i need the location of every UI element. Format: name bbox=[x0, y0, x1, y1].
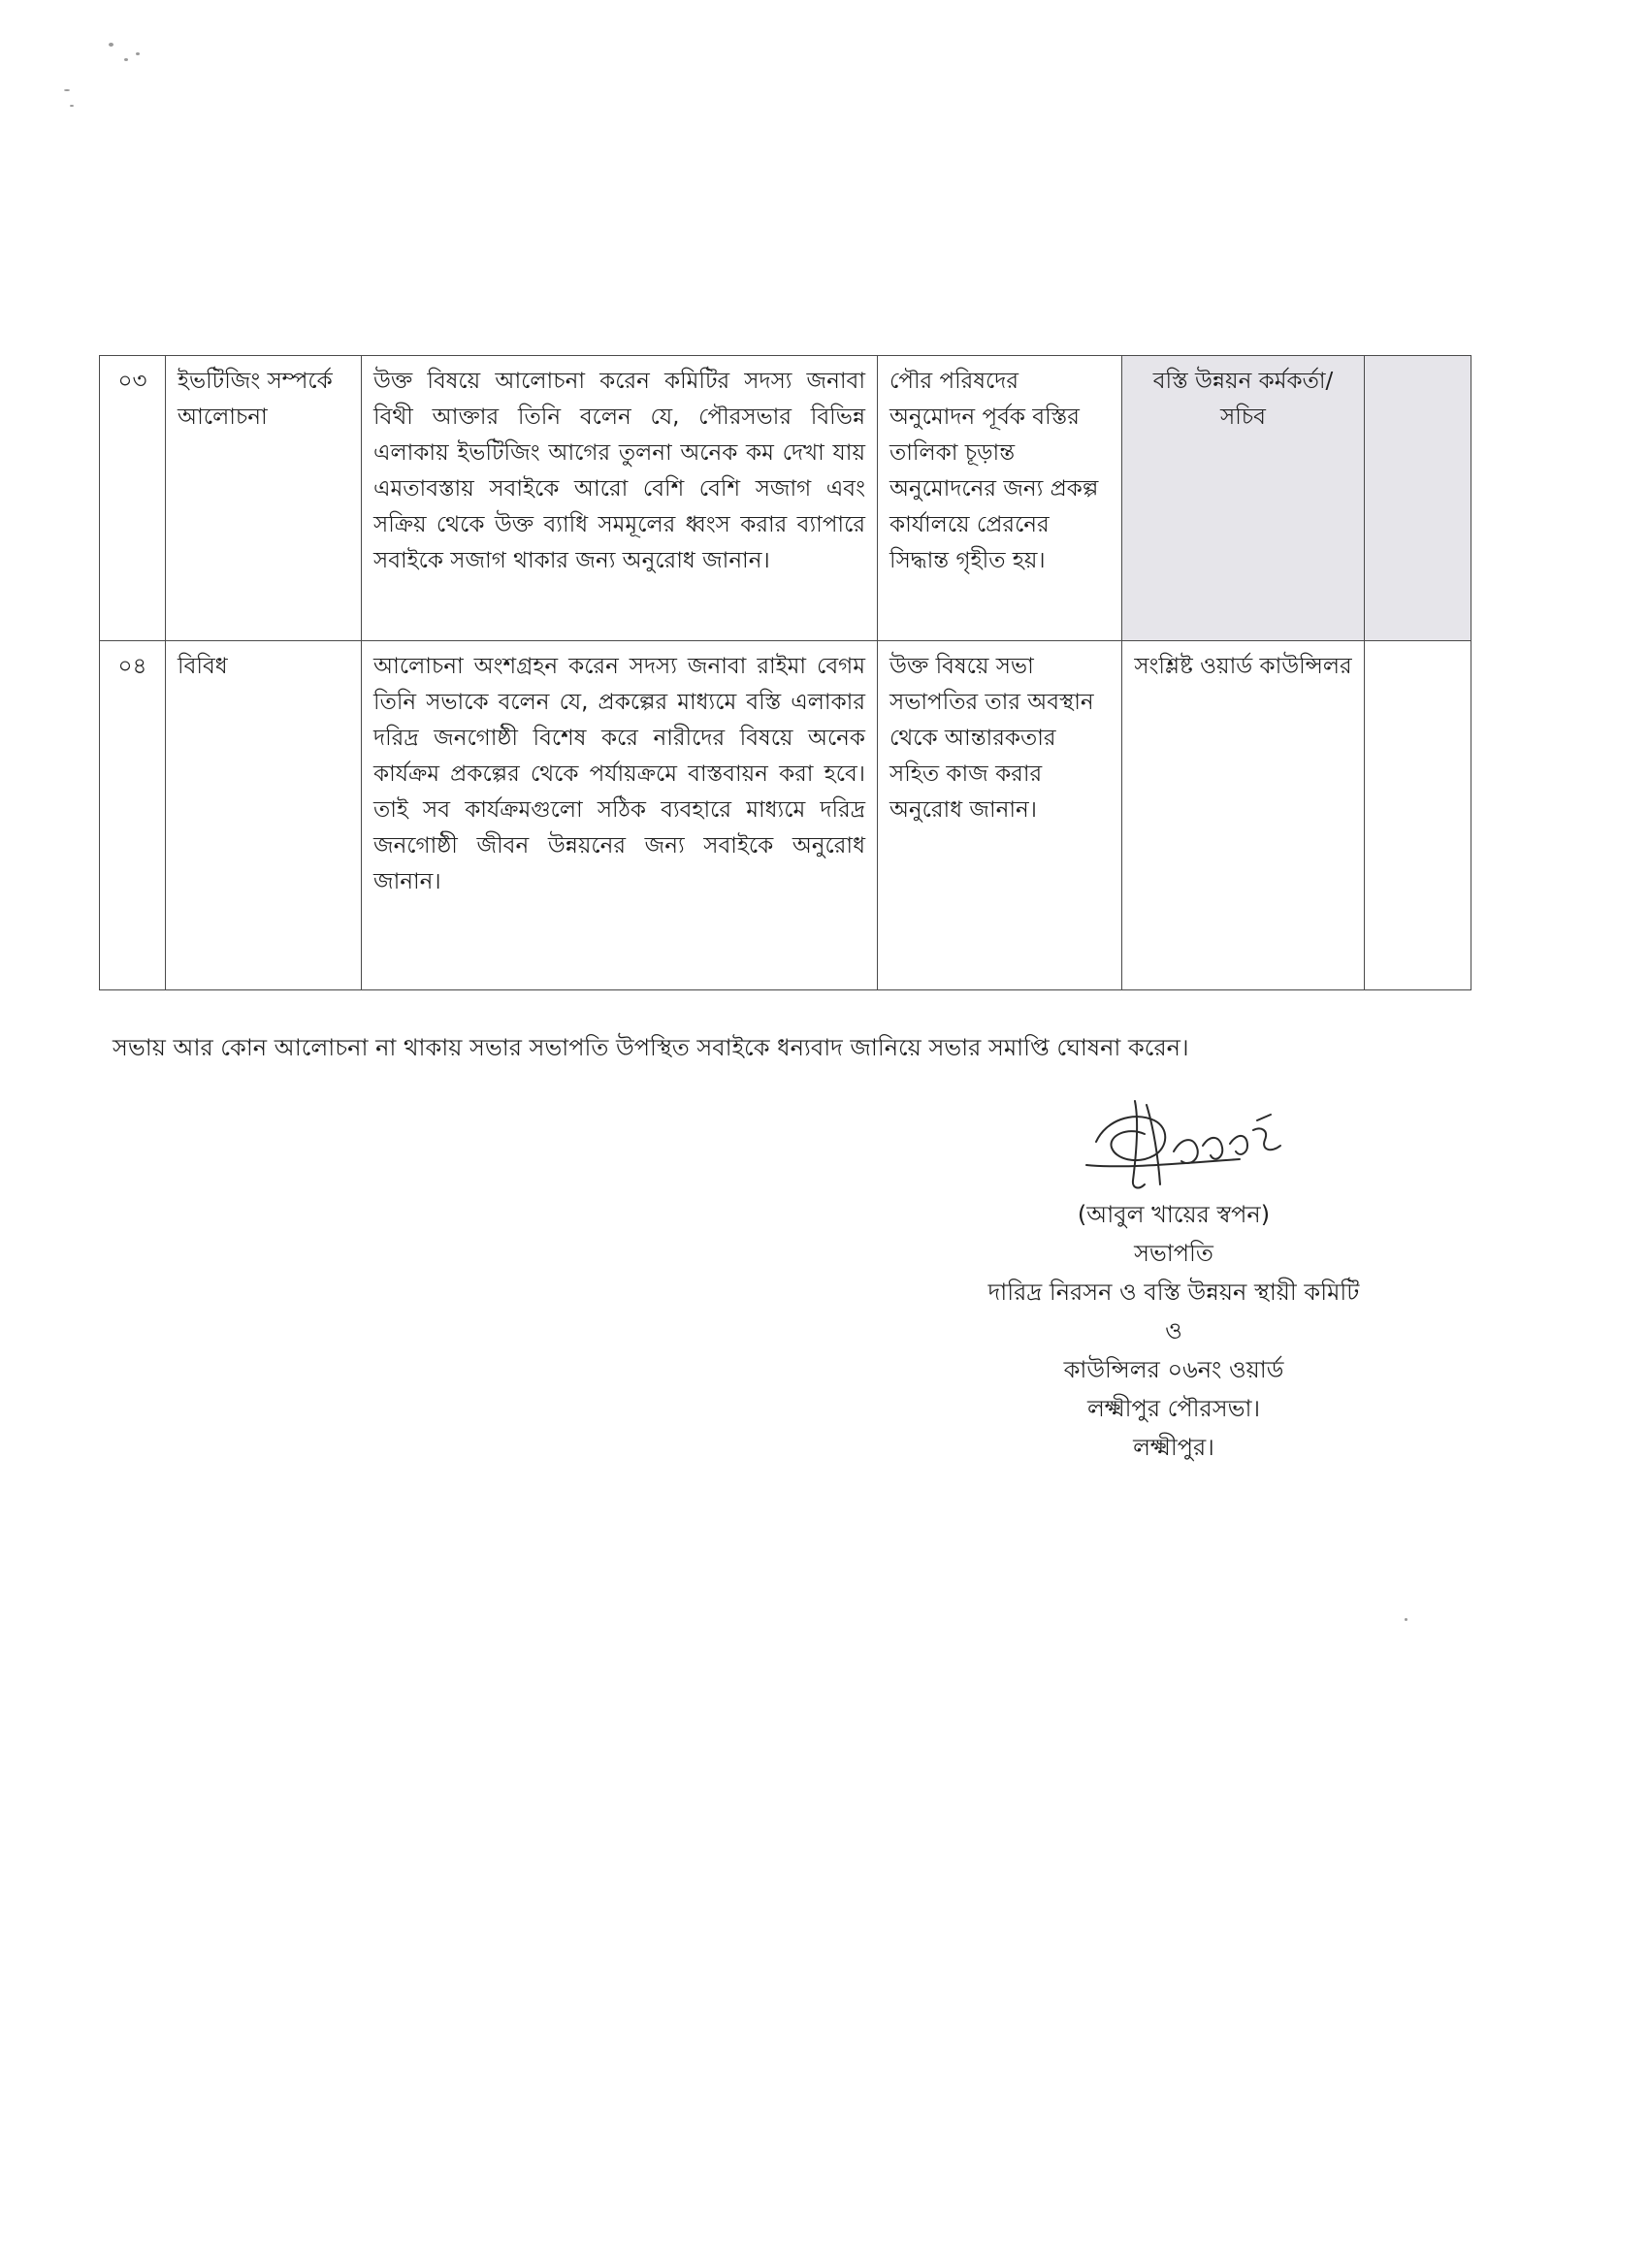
responsible-person: সংশ্লিষ্ট ওয়ার্ড কাউন্সিলর bbox=[1122, 641, 1365, 990]
discussion-text: আলোচনা অংশগ্রহন করেন সদস্য জনাবা রাইমা বেগম তিনি সভাকে বলেন যে, প্রকল্পের মাধ্যমে বস্তি এলাকার দরিদ্র জনগোষ্ঠী বিশেষ করে নারীদের বিষয়ে অনেক কার্যক্রম প্রকল্পের থেকে পর্যায়ক্রমে বাস্তবায়ন করা হবে। তাই সব কার্যক্রমগুলো সঠিক ব্যবহারে মাধ্যমে দরিদ্র জনগোষ্ঠী জীবন উন্নয়নের জন্য সবাইকে অনুরোধ জানান। bbox=[362, 641, 878, 990]
remarks-cell bbox=[1365, 356, 1471, 641]
agenda-topic: বিবিধ bbox=[166, 641, 362, 990]
row-number: ০৩ bbox=[100, 356, 166, 641]
ward-councillor: কাউন্সিলর ০৬নং ওয়ার্ড bbox=[1063, 1356, 1284, 1383]
committee-name: দারিদ্র নিরসন ও বস্তি উন্নয়ন স্থায়ী কমিটি bbox=[987, 1279, 1360, 1306]
signatory-title: সভাপতি bbox=[1134, 1240, 1213, 1267]
handwritten-signature bbox=[1077, 1091, 1310, 1198]
signatory-name: (আবুল খায়ের স্বপন) bbox=[1077, 1201, 1271, 1228]
table-row bbox=[100, 356, 1471, 641]
scan-speck bbox=[124, 58, 128, 61]
scan-speck bbox=[70, 105, 74, 107]
responsible-person: বস্তি উন্নয়ন কর্মকর্তা/ সচিব bbox=[1122, 356, 1365, 641]
municipality: লক্ষ্মীপুর পৌরসভা। bbox=[1086, 1395, 1261, 1422]
remarks-cell bbox=[1365, 641, 1471, 990]
decision-text: উক্ত বিষয়ে সভা সভাপতির তার অবস্থান থেকে আন্তারকতার সহিত কাজ করার অনুরোধ জানান। bbox=[878, 641, 1122, 990]
table-row bbox=[100, 641, 1471, 990]
agenda-topic: ইভটিজিং সম্পর্কে আলোচনা bbox=[166, 356, 362, 641]
closing-statement: সভায় আর কোন আলোচনা না থাকায় সভার সভাপতি উপস্থিত সবাইকে ধন্যবাদ জানিয়ে সভার সমাপ্তি ঘোষনা করেন। bbox=[113, 1034, 1189, 1061]
conjunction: ও bbox=[1165, 1317, 1182, 1345]
discussion-text: উক্ত বিষয়ে আলোচনা করেন কমিটির সদস্য জনাবা বিথী আক্তার তিনি বলেন যে, পৌরসভার বিভিন্ন এলাকায় ইভটিজিং আগের তুলনা অনেক কম দেখা যায় এমতাবস্তায় সবাইকে আরো বেশি বেশি সজাগ এবং সক্রিয় থেকে উক্ত ব্যাধি সমমূলের ধ্বংস করার ব্যাপারে সবাইকে সজাগ থাকার জন্য অনুরোধ জানান। bbox=[362, 356, 878, 641]
scan-speck bbox=[1405, 1618, 1407, 1621]
scan-speck bbox=[136, 52, 140, 55]
minutes-table bbox=[99, 355, 1471, 990]
scan-speck bbox=[64, 89, 70, 91]
signature-block bbox=[931, 1195, 1416, 1467]
scan-speck bbox=[109, 43, 113, 47]
row-number: ০৪ bbox=[100, 641, 166, 990]
decision-text: পৌর পরিষদের অনুমোদন পূর্বক বস্তির তালিকা চূড়ান্ত অনুমোদনের জন্য প্রকল্প কার্যালয়ে প্রেরনের সিদ্ধান্ত গৃহীত হয়। bbox=[878, 356, 1122, 641]
district: লক্ষ্মীপুর। bbox=[1133, 1434, 1214, 1461]
